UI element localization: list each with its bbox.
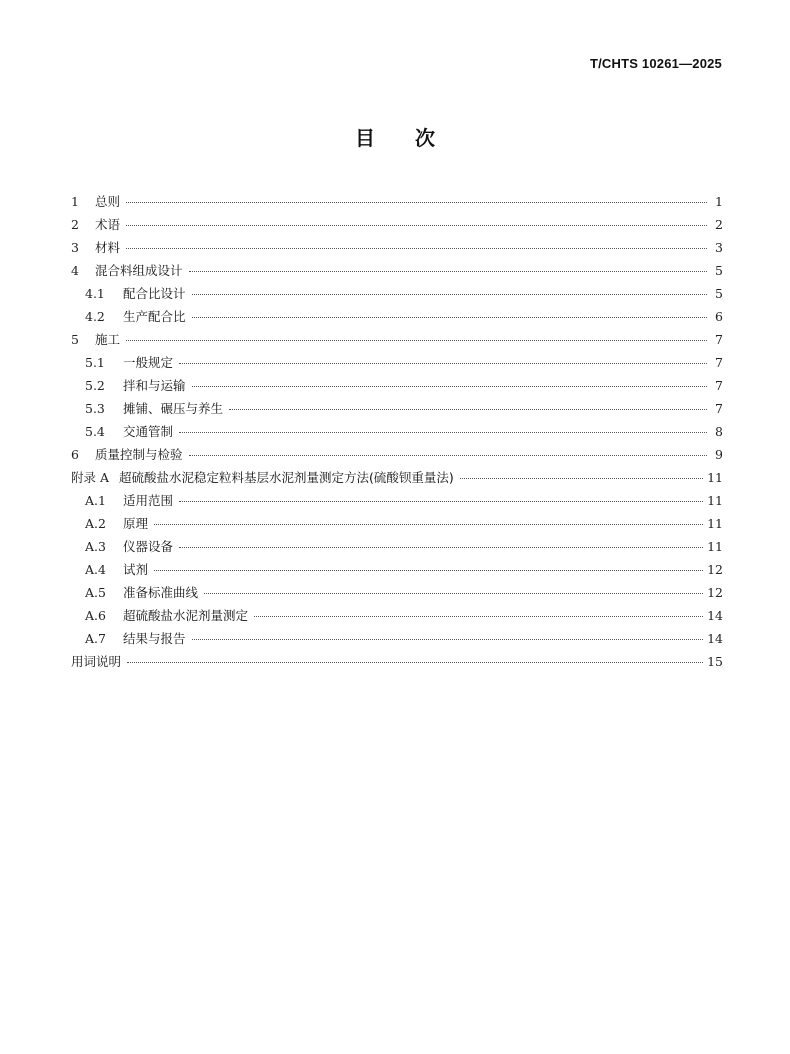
table-of-contents: [71, 192, 723, 675]
toc-entry-number: 5.2: [85, 378, 105, 393]
toc-entry-page: 5: [715, 263, 723, 278]
toc-entry-number: 4: [71, 263, 79, 278]
toc-dot-leader: [192, 386, 707, 387]
toc-entry[interactable]: [71, 560, 723, 583]
toc-entry-title: 原理: [123, 516, 149, 531]
toc-entry[interactable]: [71, 422, 723, 445]
toc-entry-title: 一般规定: [123, 355, 174, 370]
toc-entry-title: 交通管制: [123, 424, 174, 439]
toc-entry-page: 7: [715, 401, 723, 416]
page-title: 目次: [355, 126, 475, 150]
toc-entry-title: 超硫酸盐水泥剂量测定: [123, 608, 249, 623]
toc-dot-leader: [460, 478, 703, 479]
toc-entry-title: 摊铺、碾压与养生: [123, 401, 224, 416]
toc-entry[interactable]: [71, 583, 723, 606]
toc-dot-leader: [189, 271, 707, 272]
toc-dot-leader: [154, 570, 703, 571]
toc-dot-leader: [126, 340, 707, 341]
toc-dot-leader: [254, 616, 703, 617]
toc-entry-page: 11: [707, 516, 723, 531]
toc-dot-leader: [229, 409, 707, 410]
toc-entry-number: 5.1: [85, 355, 105, 370]
toc-entry[interactable]: [71, 629, 723, 652]
toc-entry-page: 15: [707, 654, 723, 669]
toc-entry-number: 3: [71, 240, 79, 255]
toc-entry[interactable]: [71, 376, 723, 399]
toc-entry-title: 混合料组成设计: [95, 263, 183, 278]
toc-entry-number: A.5: [85, 585, 106, 600]
toc-entry-number: A.4: [85, 562, 106, 577]
toc-entry-number: A.2: [85, 516, 106, 531]
toc-dot-leader: [204, 593, 703, 594]
toc-entry-title: 术语: [95, 217, 121, 232]
toc-entry-page: 11: [707, 539, 723, 554]
toc-dot-leader: [126, 202, 707, 203]
toc-entry-page: 11: [707, 493, 723, 508]
toc-entry-number: A.3: [85, 539, 106, 554]
toc-entry-page: 14: [707, 631, 723, 646]
toc-entry-page: 11: [707, 470, 723, 485]
toc-entry-page: 3: [715, 240, 723, 255]
toc-entry-page: 5: [715, 286, 723, 301]
toc-dot-leader: [126, 248, 707, 249]
toc-entry[interactable]: [71, 238, 723, 261]
toc-entry[interactable]: [71, 491, 723, 514]
toc-entry-number: 4.2: [85, 309, 105, 324]
toc-entry-title: 适用范围: [123, 493, 174, 508]
toc-entry[interactable]: [71, 215, 723, 238]
toc-entry-title: 超硫酸盐水泥稳定粒料基层水泥剂量测定方法(硫酸钡重量法): [119, 470, 454, 485]
toc-entry[interactable]: [71, 284, 723, 307]
toc-entry[interactable]: [71, 537, 723, 560]
toc-entry-number: 6: [71, 447, 79, 462]
toc-entry[interactable]: [71, 399, 723, 422]
toc-entry[interactable]: [71, 606, 723, 629]
toc-entry-title: 试剂: [123, 562, 149, 577]
toc-entry[interactable]: [71, 307, 723, 330]
toc-entry-number: 5.3: [85, 401, 105, 416]
toc-entry-number: A.6: [85, 608, 106, 623]
toc-entry-page: 12: [707, 562, 723, 577]
toc-dot-leader: [154, 524, 703, 525]
toc-entry-page: 14: [707, 608, 723, 623]
toc-entry-number: 4.1: [85, 286, 105, 301]
toc-entry-page: 7: [715, 378, 723, 393]
toc-dot-leader: [192, 639, 704, 640]
toc-entry[interactable]: [71, 468, 723, 491]
toc-entry-page: 8: [715, 424, 723, 439]
toc-entry-number: 附录 A: [71, 470, 110, 485]
toc-entry-page: 9: [715, 447, 723, 462]
toc-entry[interactable]: [71, 445, 723, 468]
toc-entry[interactable]: [71, 192, 723, 215]
toc-entry-title: 结果与报告: [123, 631, 186, 646]
toc-entry-page: 12: [707, 585, 723, 600]
toc-dot-leader: [179, 432, 707, 433]
toc-entry-number: A.7: [85, 631, 106, 646]
toc-entry-number: A.1: [85, 493, 106, 508]
toc-entry-title: 准备标准曲线: [123, 585, 199, 600]
toc-entry-page: 2: [715, 217, 723, 232]
toc-entry-page: 7: [715, 355, 723, 370]
toc-entry-title: 仪器设备: [123, 539, 174, 554]
toc-entry-page: 7: [715, 332, 723, 347]
toc-dot-leader: [126, 225, 707, 226]
toc-dot-leader: [179, 363, 707, 364]
toc-entry-page: 6: [715, 309, 723, 324]
toc-dot-leader: [192, 294, 707, 295]
toc-dot-leader: [127, 662, 703, 663]
toc-entry-title: 生产配合比: [123, 309, 186, 324]
toc-dot-leader: [179, 501, 703, 502]
toc-entry-title: 材料: [95, 240, 121, 255]
toc-entry-title: 拌和与运输: [123, 378, 186, 393]
toc-entry-title: 用词说明: [71, 654, 122, 669]
toc-entry[interactable]: [71, 261, 723, 284]
toc-entry-title: 施工: [95, 332, 121, 347]
toc-entry-title: 质量控制与检验: [95, 447, 183, 462]
toc-dot-leader: [189, 455, 707, 456]
toc-entry-number: 5.4: [85, 424, 105, 439]
toc-dot-leader: [192, 317, 707, 318]
toc-entry-number: 5: [71, 332, 79, 347]
toc-entry-title: 配合比设计: [123, 286, 186, 301]
toc-entry-number: 1: [71, 194, 79, 209]
toc-entry-number: 2: [71, 217, 79, 232]
document-code: T/CHTS 10261—2025: [589, 56, 722, 71]
toc-entry[interactable]: [71, 353, 723, 376]
toc-dot-leader: [179, 547, 703, 548]
toc-entry-page: 1: [715, 194, 723, 209]
toc-entry[interactable]: [71, 652, 723, 675]
toc-entry[interactable]: [71, 330, 723, 353]
toc-entry[interactable]: [71, 514, 723, 537]
toc-entry-title: 总则: [95, 194, 121, 209]
